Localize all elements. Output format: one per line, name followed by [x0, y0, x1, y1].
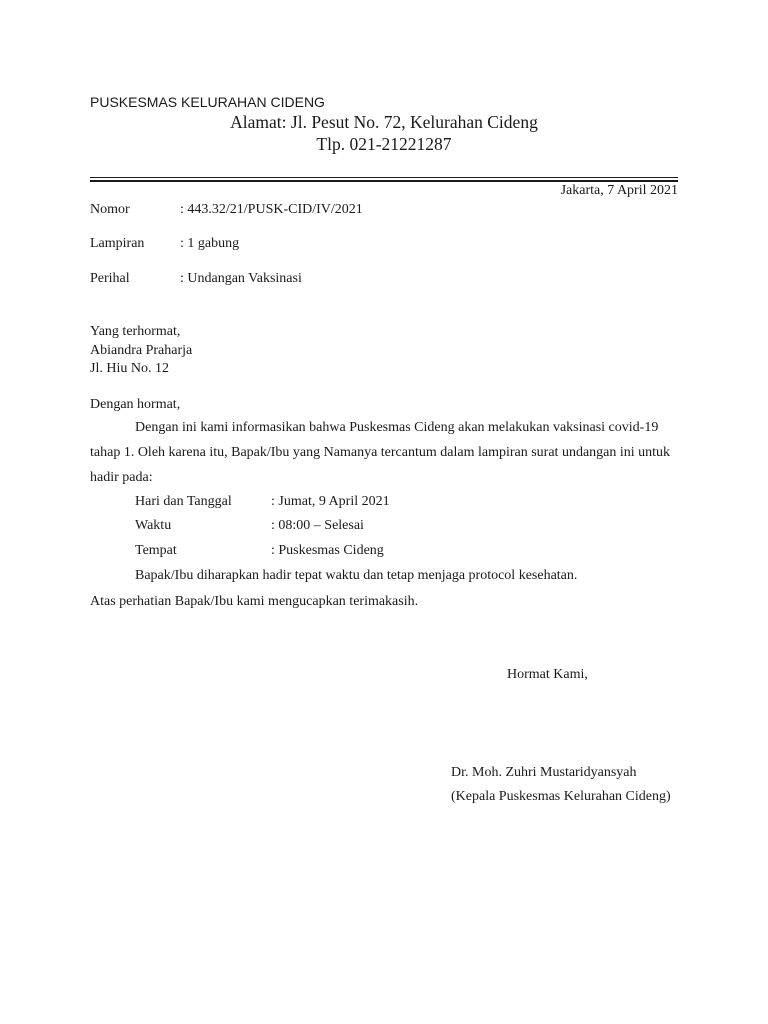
letterhead-phone: Tlp. 021-21221287 — [316, 134, 452, 154]
closing-line: Atas perhatian Bapak/Ibu kami mengucapkan terimakasih. — [90, 594, 419, 609]
detail-label-date: Hari dan Tanggal — [135, 494, 232, 509]
signatory-name: Dr. Moh. Zuhri Mustaridyansyah — [451, 765, 637, 780]
paragraph-line: Bapak/Ibu diharapkan hadir tepat waktu dan tetap menjaga protocol kesehatan. — [135, 568, 578, 583]
signature-regards: Hormat Kami, — [507, 667, 588, 682]
letter-date: Jakarta, 7 April 2021 — [560, 183, 678, 198]
org-name: PUSKESMAS KELURAHAN CIDENG — [90, 94, 325, 110]
detail-label-place: Tempat — [135, 543, 177, 558]
nomor-value: : 443.32/21/PUSK-CID/IV/2021 — [180, 202, 363, 217]
detail-value-time: : 08:00 – Selesai — [271, 518, 364, 533]
perihal-value: : Undangan Vaksinasi — [180, 271, 302, 286]
letterhead-address: Alamat: Jl. Pesut No. 72, Kelurahan Cideng — [230, 112, 538, 132]
recipient-name: Abiandra Praharja — [90, 343, 193, 358]
signatory-title: (Kepala Puskesmas Kelurahan Cideng) — [451, 789, 671, 804]
header-rule-top — [90, 177, 678, 178]
detail-label-time: Waktu — [135, 518, 172, 533]
lampiran-label: Lampiran — [90, 236, 145, 251]
detail-value-date: : Jumat, 9 April 2021 — [271, 494, 390, 509]
paragraph-line: Dengan ini kami informasikan bahwa Puskesmas Cideng akan melakukan vaksinasi covid-19 — [135, 420, 659, 435]
header-rule-bottom — [90, 180, 678, 182]
recipient-address: Jl. Hiu No. 12 — [90, 361, 169, 376]
nomor-label: Nomor — [90, 202, 130, 217]
lampiran-value: : 1 gabung — [180, 236, 240, 251]
detail-value-place: : Puskesmas Cideng — [271, 543, 384, 558]
greeting: Dengan hormat, — [90, 397, 181, 412]
paragraph-line: tahap 1. Oleh karena itu, Bapak/Ibu yang Namanya tercantum dalam lampiran surat undangan ini untuk — [90, 445, 671, 460]
perihal-label: Perihal — [90, 271, 130, 286]
recipient-salutation: Yang terhormat, — [90, 324, 181, 339]
paragraph-line: hadir pada: — [90, 470, 153, 485]
